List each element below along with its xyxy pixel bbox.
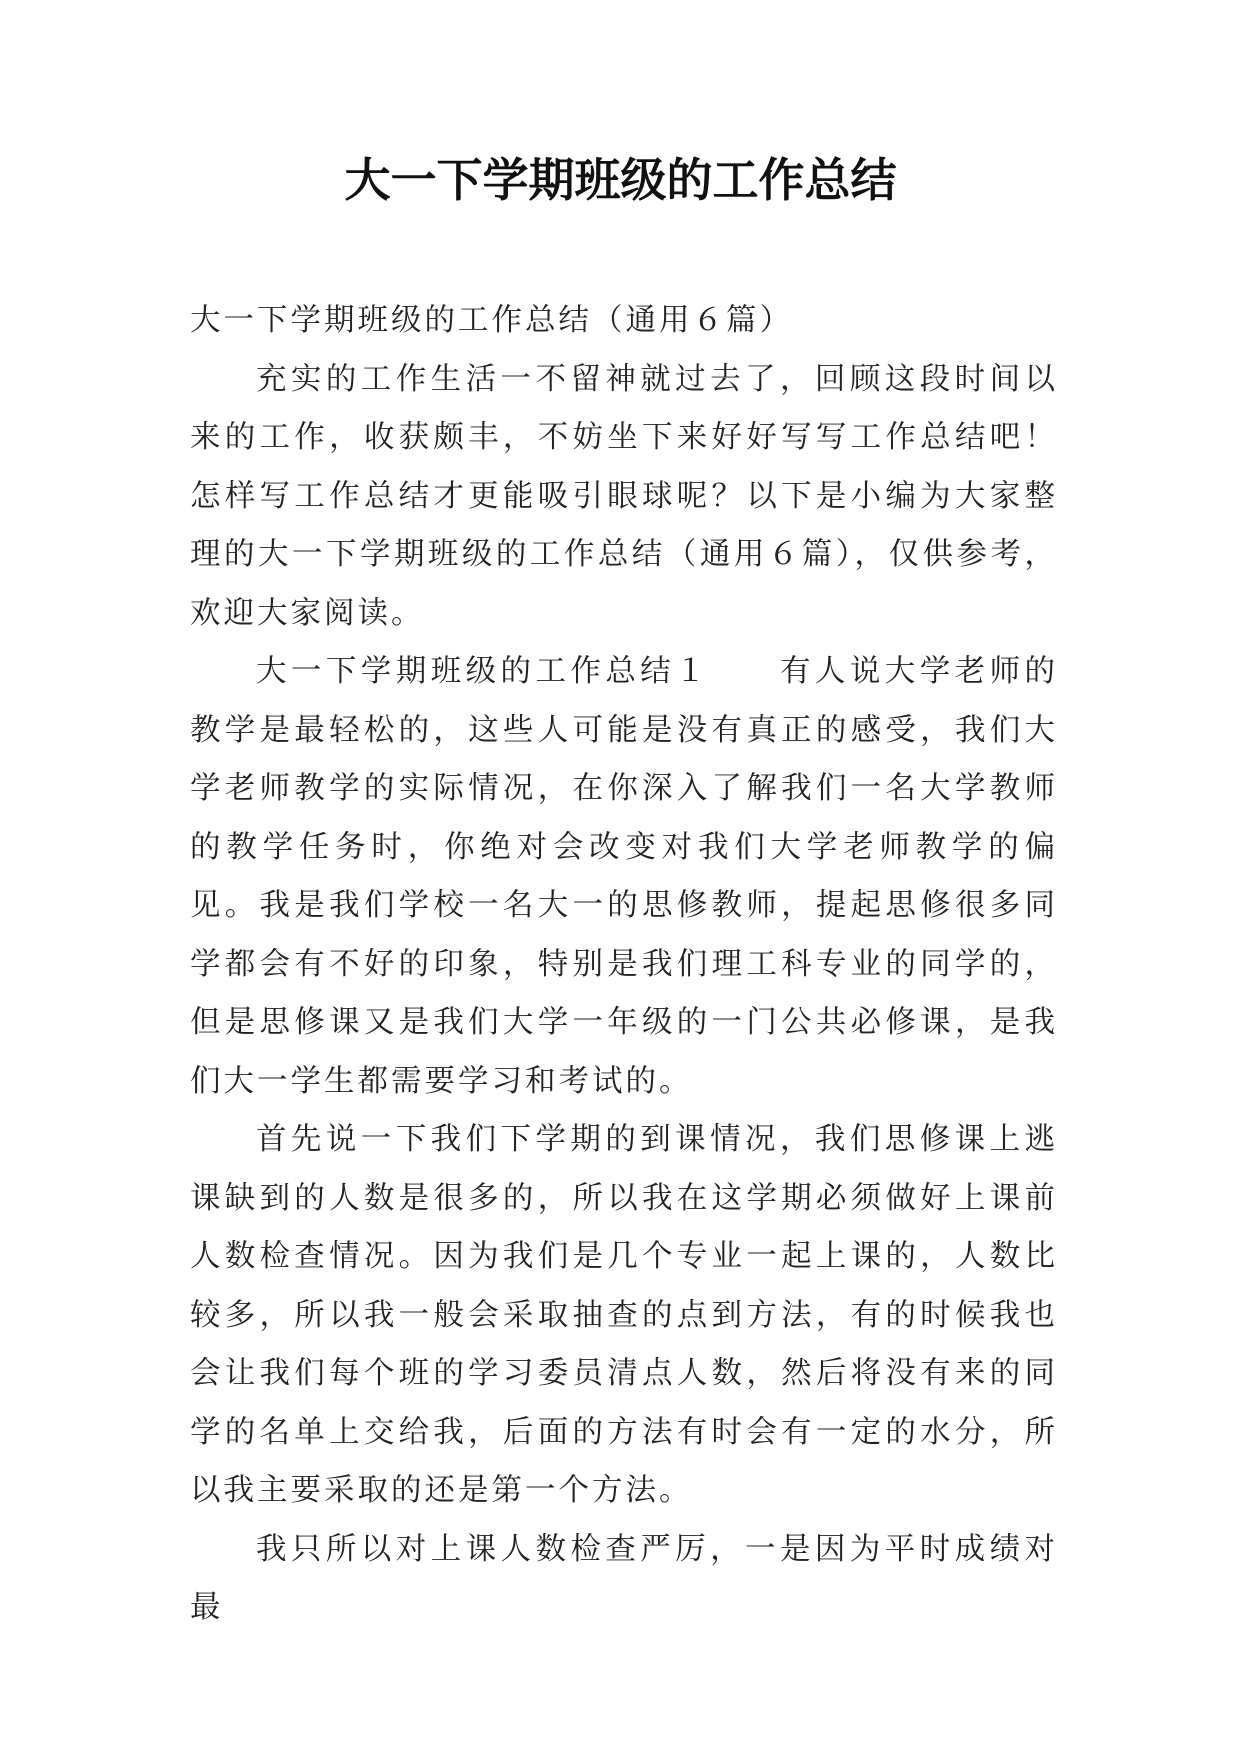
document-title: 大一下学期班级的工作总结 — [344, 153, 897, 207]
paragraph-strict-check: 我只所以对上课人数检查严厉，一是因为平时成绩对最 — [190, 1531, 1058, 1625]
document-subtitle: 大一下学期班级的工作总结（通用６篇） — [190, 303, 793, 338]
document-body — [190, 292, 1058, 1638]
paragraph-section-1: 大一下学期班级的工作总结１ 有人说大学老师的教学是最轻松的，这些人可能是没有真正的感受，我们大学老师教学的实际情况，在你深入了解我们一名大学教师的教学任务时，你绝对会改变对我们大学老师教学的偏见。我是我们学校一名大一的思修教师，提起思修很多同学都会有不好的印象，特别是我们理工科专业的同学的，但是思修课又是我们大学一年级的一门公共必修课，是我们大一学生都需要学习和考试的。 — [190, 654, 1058, 1099]
paragraph-attendance: 首先说一下我们下学期的到课情况，我们思修课上逃课缺到的人数是很多的，所以我在这学期必须做好上课前人数检查情况。因为我们是几个专业一起上课的，人数比较多，所以我一般会采取抽查的点到方法，有的时候我也会让我们每个班的学习委员清点人数，然后将没有来的同学的名单上交给我，后面的方法有时会有一定的水分，所以我主要采取的还是第一个方法。 — [190, 1122, 1058, 1508]
paragraph-intro: 充实的工作生活一不留神就过去了，回顾这段时间以来的工作，收获颇丰，不妨坐下来好好写写工作总结吧！怎样写工作总结才更能吸引眼球呢？以下是小编为大家整理的大一下学期班级的工作总结（通用６篇），仅供参考，欢迎大家阅读。 — [190, 361, 1058, 631]
